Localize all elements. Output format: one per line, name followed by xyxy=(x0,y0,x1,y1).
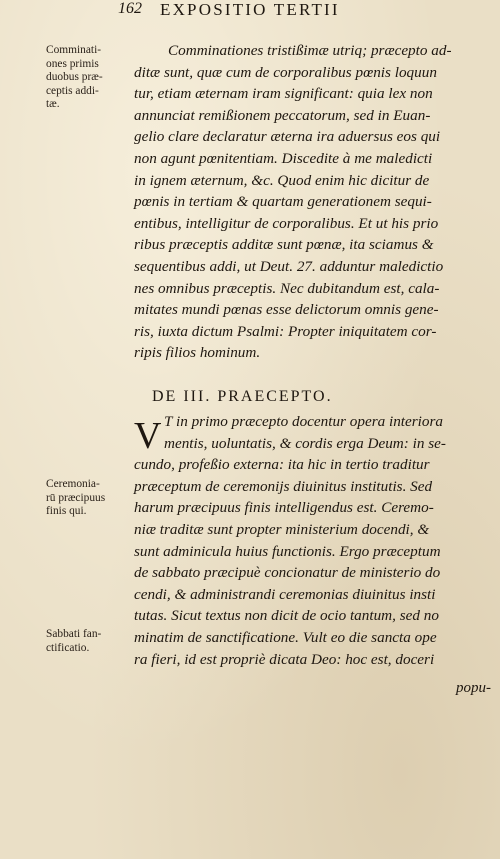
margin-note-comminationes xyxy=(46,44,130,112)
text-line: de sabbato præcipuè concionatur de ministerio do xyxy=(134,564,441,582)
text-line: ditæ sunt, quæ cum de corporalibus pœnis loquun xyxy=(134,63,437,81)
text-line: harum præcipuus finis intelligendus est. Ceremo- xyxy=(134,499,434,517)
text-line: sequentibus addi, ut Deut. 27. adduntur maledictio xyxy=(134,257,444,275)
catchword: popu- xyxy=(456,680,491,696)
text-line: T in primo præcepto docentur opera interiora xyxy=(164,413,443,430)
margin-note-line: Ceremonia- xyxy=(46,478,100,490)
margin-note-line: Comminati- xyxy=(46,44,102,56)
text-line: gelio clare declaratur æterna ira aduersus eos qui xyxy=(134,128,441,146)
margin-note-sabbati xyxy=(46,628,130,655)
margin-note-line: ones primis xyxy=(46,57,99,70)
text-line: non agunt pœnitentiam. Discedite à me maledicti xyxy=(134,149,433,167)
text-line: mitates mundi pœnas esse delictorum omnis gene- xyxy=(134,301,439,319)
text-line: entibus, intelligitur de corporalibus. Et ut his prio xyxy=(134,214,439,232)
text-line: cendi, & administrandi ceremonias diuinitus insti xyxy=(134,585,436,603)
text-line: pœnis in tertiam & quartam generationem sequi- xyxy=(134,193,432,211)
text-line: niæ traditæ sunt propter ministerium docendi, & xyxy=(134,520,430,538)
margin-note-line: ceptis addi- xyxy=(46,84,99,97)
text-line: ripis filios hominum. xyxy=(134,344,261,362)
text-line: ra fieri, id est propriè dicata Deo: hoc est, doceri xyxy=(134,650,435,668)
text-line: in ignem æternum, &c. Quod enim hic dicitur de xyxy=(134,171,430,189)
text-line: tur, etiam æternam iram significant: quia lex non xyxy=(134,85,433,103)
text-line: mentis, uoluntatis, & cordis erga Deum: in se- xyxy=(164,434,446,452)
main-text-block xyxy=(134,40,490,364)
margin-note-line: duobus præ- xyxy=(46,71,103,84)
margin-note-line: finis qui. xyxy=(46,505,87,518)
text-line: præceptum de ceremonijs diuinitus institutis. Sed xyxy=(134,477,433,495)
text-line: tutas. Sicut textus non dicit de ocio tantum, sed no xyxy=(134,607,439,625)
text-line: ris, iuxta dictum Psalmi: Propter iniquitatem cor- xyxy=(134,322,437,340)
margin-note-line: rū præcipuus xyxy=(46,491,106,504)
section-text-block xyxy=(134,411,490,670)
page-number: 162 xyxy=(118,0,142,17)
margin-note-ceremoniarum xyxy=(46,478,130,519)
section-heading: DE III. PRAECEPTO. xyxy=(152,388,333,405)
text-line: cundo, profeßio externa: ita hic in tertio traditur xyxy=(134,456,430,474)
text-line: annunciat remißionem peccatorum, sed in Euan- xyxy=(134,106,431,124)
margin-note-line: ctificatio. xyxy=(46,641,90,654)
text-line: nes omnibus præceptis. Nec dubitandum est, cala- xyxy=(134,279,440,297)
margin-note-line: tæ. xyxy=(46,98,60,111)
drop-cap: V xyxy=(134,415,162,457)
text-line: sunt adminicula huius functionis. Ergo præceptum xyxy=(134,542,441,560)
running-head: EXPOSITIO TERTII xyxy=(160,0,340,19)
text-line: ribus præceptis additæ sunt pœnæ, ita sciamus & xyxy=(134,236,434,254)
margin-note-line: Sabbati fan- xyxy=(46,628,102,640)
text-line: Comminationes tristißimæ utriq; præcepto ad- xyxy=(168,42,452,59)
text-line: minatim de sanctificatione. Vult eo die sancta ope xyxy=(134,628,437,646)
